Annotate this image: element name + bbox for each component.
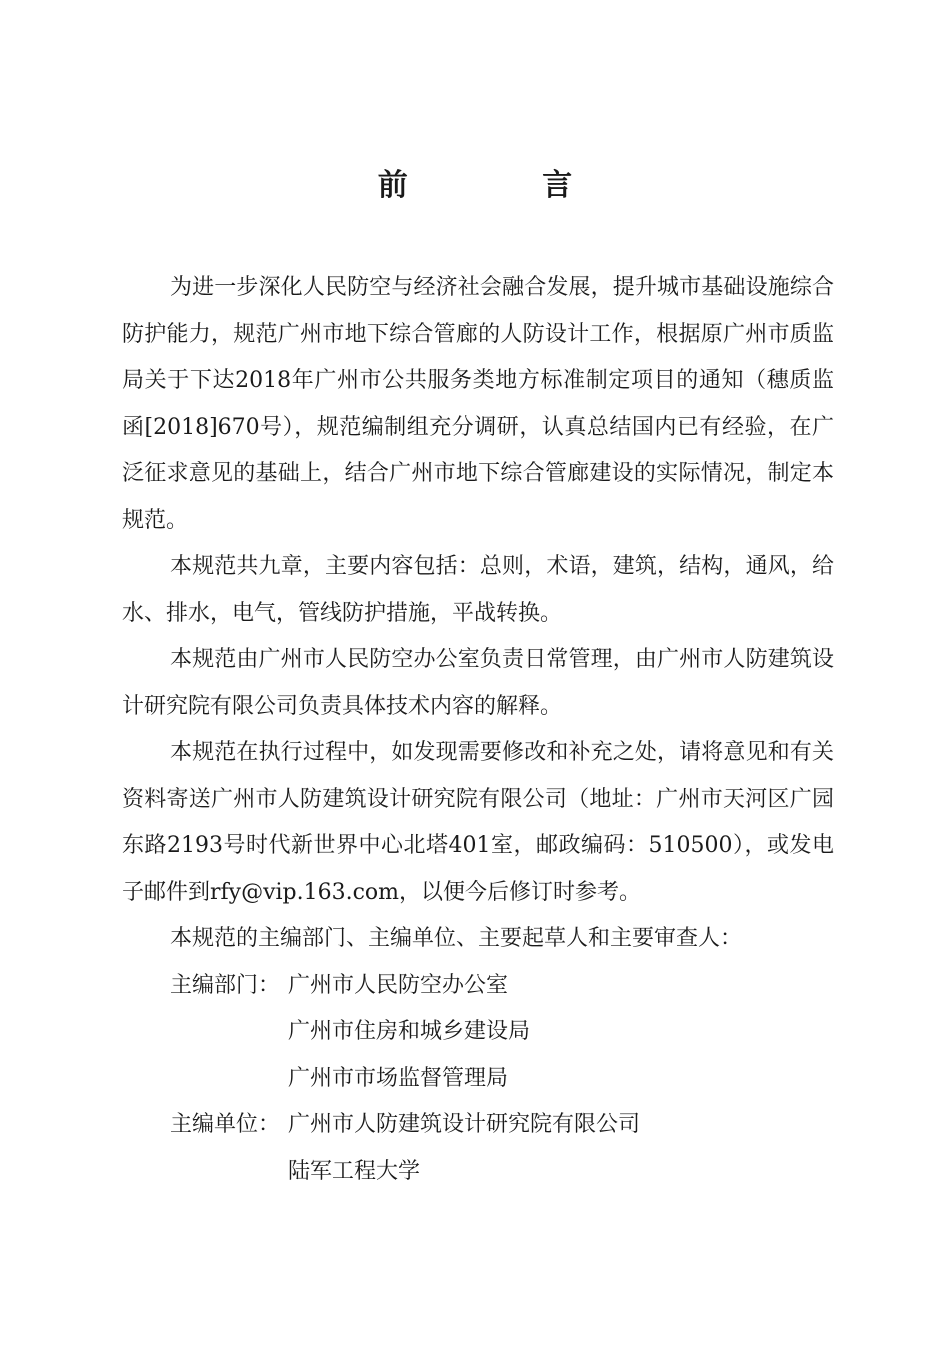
editing-department: 广州市住房和城乡建设局 — [288, 1019, 531, 1044]
list-item — [122, 1056, 834, 1103]
editing-department: 广州市人民防空办公室 — [288, 972, 509, 998]
paragraph-purpose: 为进一步深化人民防空与经济社会融合发展，提升城市基础设施综合防护能力，规范广州市地下综合管廊的人防设计工作，根据原广州市质监局关于下达2018年广州市公共服务类地方标准制定项目的通知（穗质监函[2018]670号），规范编制组充分调研，认真总结国内已有经验，在广泛征求意见的基础上，结合广州市地下综合管廊建设的实际情况，制定本规范。 — [122, 275, 834, 533]
paragraph-editors-intro: 本规范的主编部门、主编单位、主要起草人和主要审查人： — [170, 926, 743, 951]
list-spacer — [122, 1009, 288, 1056]
editing-department: 广州市市场监督管理局 — [288, 1065, 509, 1091]
page-title: 前 言 — [377, 168, 635, 203]
editing-departments-label: 主编部门： — [170, 972, 281, 998]
list-item — [122, 1149, 834, 1196]
paragraph-feedback: 本规范在执行过程中，如发现需要修改和补充之处，请将意见和有关资料寄送广州市人防建筑设计研究院有限公司（地址：广州市天河区广园东路2193号时代新世界中心北塔401室，邮政编码：510500），或发电子邮件到rfy@vip.163.com，以便今后修订时参考。 — [122, 740, 834, 905]
paragraph-contents: 本规范共九章，主要内容包括：总则，术语，建筑，结构，通风，给水、排水，电气，管线防护措施，平战转换。 — [122, 554, 834, 626]
list-item — [122, 963, 834, 1010]
document-body — [122, 265, 834, 1195]
list-item — [122, 1102, 834, 1149]
list-spacer — [122, 1149, 288, 1196]
editing-unit: 广州市人防建筑设计研究院有限公司 — [288, 1112, 641, 1137]
list-spacer — [122, 1056, 288, 1103]
paragraph-management: 本规范由广州市人民防空办公室负责日常管理，由广州市人防建筑设计研究院有限公司负责具体技术内容的解释。 — [122, 647, 834, 719]
editing-units-label: 主编单位： — [170, 1112, 281, 1137]
list-item — [122, 1009, 834, 1056]
editing-unit: 陆军工程大学 — [288, 1158, 421, 1184]
